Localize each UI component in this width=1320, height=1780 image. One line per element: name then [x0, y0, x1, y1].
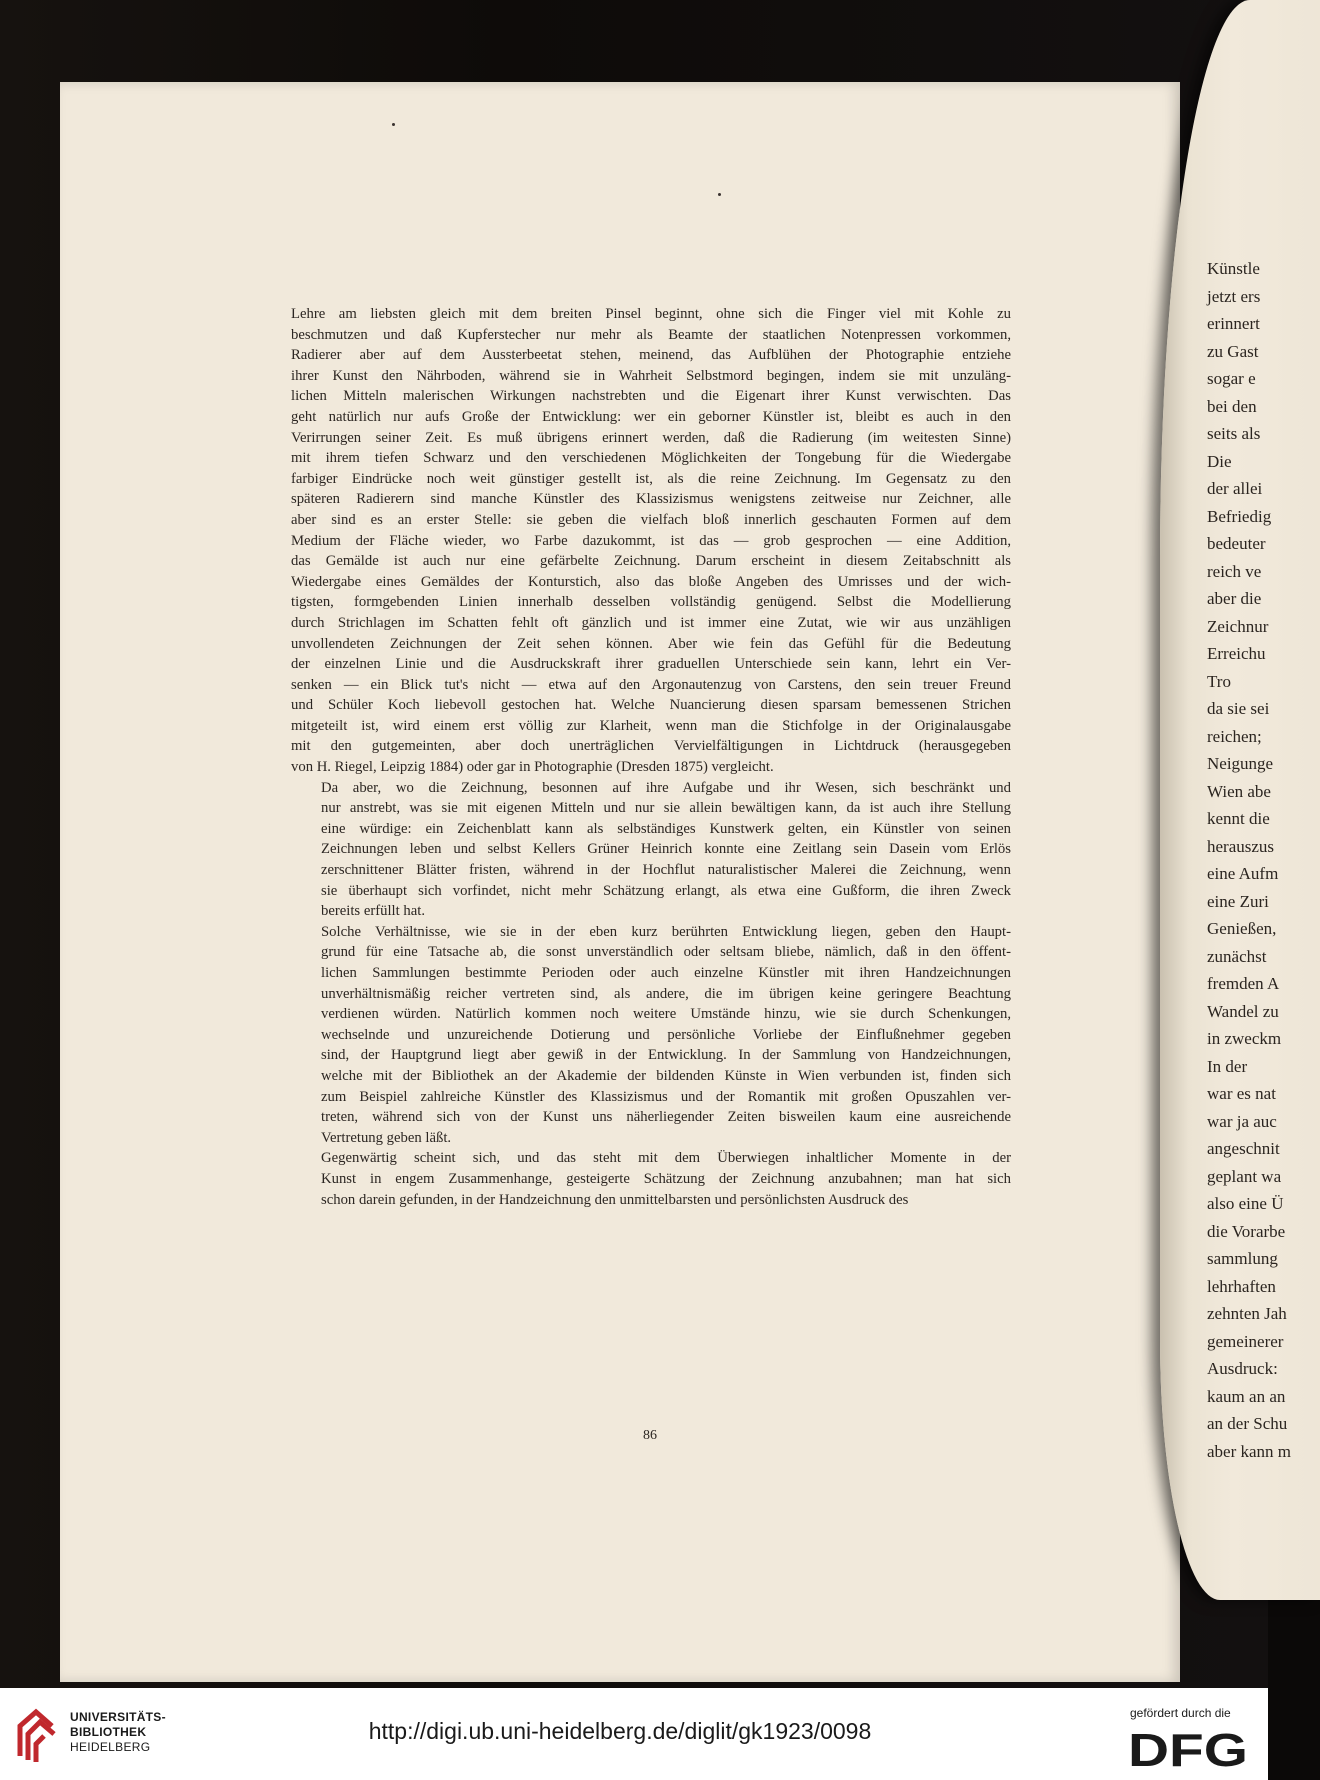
facing-page-line: Genießen,: [1207, 919, 1277, 938]
facing-page-line: Zeichnur: [1207, 616, 1269, 636]
facing-page-line: aber die: [1207, 589, 1262, 608]
body-text: [291, 304, 1011, 1210]
facing-page-line: Wandel zu: [1207, 1001, 1279, 1021]
text-line: senken — ein Blick tut's nicht — etwa auf den Argonautenzug von Carstens, den sein treuer Freund: [291, 676, 1011, 693]
facing-page-line: zehnten Jah: [1207, 1304, 1287, 1323]
text-line: Solche Verhältnisse, wie sie in der eben kurz berührten Entwicklung liegen, geben den Haupt-: [321, 923, 1011, 940]
page-number: 86: [643, 1428, 657, 1443]
text-line: eine würdige: ein Zeichenblatt kann als selbständiges Kunstwerk gelten, ein Künstler von seinen: [321, 820, 1011, 837]
paragraph: [291, 922, 1011, 1149]
text-line: Radierer aber auf dem Aussterbeetat stehen, meinend, das Aufblühen der Photographie entziehe: [291, 347, 1011, 364]
facing-page-line: war es nat: [1207, 1084, 1276, 1103]
facing-page-line: war ja auc: [1207, 1111, 1277, 1131]
facing-page-line: reichen;: [1207, 726, 1262, 746]
text-line: späteren Radierern sind manche Künstler des Klassizismus wenigstens zeitweise nur Zeichner, alle: [291, 491, 1011, 508]
institution-line: BIBLIOTHEK: [70, 1725, 147, 1739]
document-url-link[interactable]: http://digi.ub.uni-heidelberg.de/diglit/gk1923/0098: [368, 1718, 872, 1744]
dfg-logo-icon[interactable]: [1126, 1724, 1250, 1776]
facing-page-line: zunächst: [1207, 946, 1267, 966]
facing-page-line: die Vorarbe: [1207, 1221, 1286, 1241]
facing-page-line: da sie sei: [1207, 699, 1270, 718]
text-line: sie überhaupt sich vorfindet, nicht mehr Schätzung erlangt, als etwa eine Gußform, die ihren Zweck: [321, 882, 1011, 899]
facing-page-line: also eine Ü: [1207, 1194, 1284, 1213]
facing-page-line: In der: [1207, 1056, 1248, 1076]
facing-page-line: bei den: [1207, 396, 1257, 416]
facing-page-line: Tro: [1207, 671, 1231, 691]
text-line: das Gemälde ist auch nur eine gefärbelte Zeichnung. Darum erscheint in diesem Zeitabschnitt als: [291, 553, 1011, 570]
text-line: beschmutzen und daß Kupferstecher nur mehr als Beamte der staatlichen Notenpressen vorkommen,: [291, 326, 1011, 343]
footer-bar: [0, 1688, 1268, 1780]
paragraph: [291, 304, 1011, 778]
facing-page-line: Die: [1207, 451, 1232, 471]
text-line: ihrer Kunst den Nährboden, während sie in Wahrheit Selbstmord begingen, indem sie mit unzuläng-: [291, 367, 1011, 384]
text-line: Wiedergabe eines Gemäldes der Konturstich, also das bloße Angeben des Umrisses und der wich-: [291, 573, 1011, 590]
text-line: geht natürlich nur aufs Große der Entwicklung: wer ein geborner Künstler ist, bleibt es auch in den: [291, 408, 1011, 425]
facing-page-line: in zweckm: [1207, 1029, 1282, 1048]
facing-page-line: erinnert: [1207, 314, 1260, 333]
text-line: aber sind es an erster Stelle: sie geben die vielfach bloß innerlich geschauten Formen auf dem: [291, 511, 1011, 528]
facing-page-line: reich ve: [1207, 561, 1262, 581]
facing-page-line: Wien abe: [1207, 781, 1271, 801]
text-line: Gegenwärtig scheint sich, und das steht mit dem Überwiegen inhaltlicher Momente in der: [321, 1150, 1011, 1167]
facing-page-line: lehrhaften: [1207, 1276, 1276, 1296]
text-line: der einzelnen Linie und die Ausdruckskraft ihrer graduellen Unterschiede sein kann, lehrt ein Ver-: [291, 656, 1011, 673]
text-line: Vertretung geben läßt.: [321, 1129, 452, 1146]
facing-page-line: aber kann m: [1207, 1441, 1292, 1461]
text-line: zum Beispiel zahlreiche Künstler des Klassizismus und der Romantik mit großen Opuszahlen ver-: [321, 1088, 1011, 1105]
text-line: mit den gutgemeinten, aber doch unerträglichen Vervielfältigungen in Lichtdruck (herausgegeben: [291, 738, 1011, 755]
facing-page-line: Künstle: [1207, 259, 1260, 278]
institution-line: HEIDELBERG: [70, 1740, 151, 1754]
facing-page-line: herauszus: [1207, 836, 1275, 856]
text-line: mit ihrem tiefen Schwarz und den verschiedenen Möglichkeiten der Tongebung für die Wiedergabe: [291, 450, 1011, 467]
text-line: und Schüler Koch liebevoll gestochen hat. Welche Nuancierung diesen sparsam bemessenen Strichen: [291, 697, 1011, 714]
text-line: wechselnde und unzureichende Dotierung und persönliche Vorliebe der Einflußnehmer gegeben: [321, 1026, 1011, 1043]
ub-heidelberg-logo-icon[interactable]: [14, 1704, 60, 1764]
text-line: Zeichnungen leben und selbst Kellers Grüner Heinrich konnte eine Zeitlang sein Dasein vom Erlös: [321, 841, 1011, 858]
text-line: mitgeteilt ist, wird einem erst völlig zur Klarheit, wenn man die Stichfolge in der Originalausgabe: [291, 717, 1011, 734]
text-line: verdienen würden. Natürlich kommen noch weitere Umstände hinzu, wie sie durch Schenkungen,: [321, 1006, 1011, 1023]
facing-page-line: sammlung: [1207, 1249, 1278, 1268]
facing-page-line: jetzt ers: [1207, 286, 1261, 306]
text-line: zerschnittener Blätter fristen, während in der Hochflut naturalistischer Malerei die Zeichnung, wenn: [321, 862, 1011, 879]
text-line: unvollendeten Zeichnungen der Zeit sehen können. Aber wie fein das Gefühl für die Bedeutung: [291, 635, 1011, 652]
paragraph: [291, 1148, 1011, 1210]
text-line: sind, der Hauptgrund liegt aber gewiß in der Entwicklung. In der Sammlung von Handzeichnungen,: [321, 1047, 1011, 1064]
facing-page-line: eine Zuri: [1207, 891, 1269, 911]
paper-speck: [718, 193, 721, 196]
text-line: tigsten, formgebenden Linien innerhalb desselben vollständig genügend. Selbst die Modellierung: [291, 594, 1011, 611]
facing-page-line: kaum an an: [1207, 1386, 1286, 1406]
text-line: Medium der Fläche wieder, wo Farbe dazukommt, ist das — grob gesprochen — eine Addition,: [291, 532, 1011, 549]
paragraph: [291, 778, 1011, 922]
text-line: durch Strichlagen im Schatten fehlt oft gänzlich und ist immer eine Zutat, wie wir aus unzähligen: [291, 614, 1011, 631]
text-line: treten, während sich von der Kunst uns näherliegender Zeiten bisweilen kaum eine ausreichende: [321, 1109, 1011, 1126]
text-line: von H. Riegel, Leipzig 1884) oder gar in Photographie (Dresden 1875) vergleicht.: [291, 759, 774, 776]
facing-page-text: [1207, 255, 1292, 1465]
institution-line: UNIVERSITÄTS-: [70, 1710, 166, 1724]
facing-page-line: Neigunge: [1207, 754, 1274, 773]
institution-name[interactable]: [70, 1710, 166, 1755]
text-line: unverhältnismäßig reicher vertreten sind, als andere, die im übrigen keine geringere Beachtung: [321, 985, 1011, 1002]
facing-page-line: seits als: [1207, 424, 1261, 443]
text-line: Lehre am liebsten gleich mit dem breiten Pinsel beginnt, ohne sich die Finger viel mit Kohle zu: [291, 306, 1011, 322]
text-line: Verirrungen seiner Zeit. Es muß übrigens erinnert werden, daß die Radierung (im weitesten Sinne): [291, 429, 1011, 446]
facing-page-line: bedeuter: [1207, 534, 1266, 553]
paper-speck: [392, 123, 395, 126]
funding-caption: gefördert durch die: [1130, 1706, 1231, 1720]
text-line: schon darein gefunden, in der Handzeichnung den unmittelbarsten und persönlichsten Ausdruck des: [321, 1191, 909, 1208]
facing-page-line: Befriedig: [1207, 506, 1272, 526]
text-line: farbiger Eindrücke noch weit günstiger gestellt ist, als die reine Zeichnung. Im Gegensatz zu den: [291, 470, 1011, 487]
facing-page-line: angeschnit: [1207, 1139, 1280, 1158]
facing-page-line: kennt die: [1207, 809, 1270, 828]
text-line: grund für eine Tatsache ab, die sonst unverständlich oder seltsam bliebe, nämlich, daß in den öffent-: [321, 944, 1011, 961]
dfg-logo-text: DFG: [1128, 1724, 1248, 1776]
text-line: lichen Mitteln malerischen Wirkungen nachstrebten und die Eigenart ihrer Kunst verwischten. Das: [291, 388, 1011, 405]
facing-page-line: fremden A: [1207, 974, 1280, 993]
facing-page-line: Ausdruck:: [1207, 1359, 1278, 1378]
facing-page-line: an der Schu: [1207, 1414, 1288, 1433]
text-line: Da aber, wo die Zeichnung, besonnen auf ihre Aufgabe und ihr Wesen, sich beschränkt und: [321, 779, 1011, 796]
text-line: welche mit der Bibliothek an der Akademie der bildenden Künste in Wien verbunden ist, finden sich: [321, 1067, 1011, 1084]
facing-page-line: eine Aufm: [1207, 864, 1279, 883]
facing-page-line: Erreichu: [1207, 644, 1266, 663]
facing-page-line: geplant wa: [1207, 1166, 1282, 1186]
facing-page-line: gemeinerer: [1207, 1331, 1284, 1351]
text-line: Kunst in engem Zusammenhange, gesteigerte Schätzung der Zeichnung anzubahnen; man hat sich: [321, 1170, 1011, 1187]
text-line: lichen Sammlungen bestimmte Perioden oder auch einzelne Künstler mit ihren Handzeichnungen: [321, 965, 1011, 981]
facing-page-line: sogar e: [1207, 369, 1256, 388]
text-line: nur anstrebt, was sie mit eigenen Mitteln und nur sie allein bewältigen kann, da ist auch ihre Stellung: [321, 800, 1011, 817]
facing-page-line: der allei: [1207, 479, 1263, 498]
facing-page-line: zu Gast: [1207, 341, 1259, 361]
text-line: bereits erfüllt hat.: [321, 903, 425, 920]
